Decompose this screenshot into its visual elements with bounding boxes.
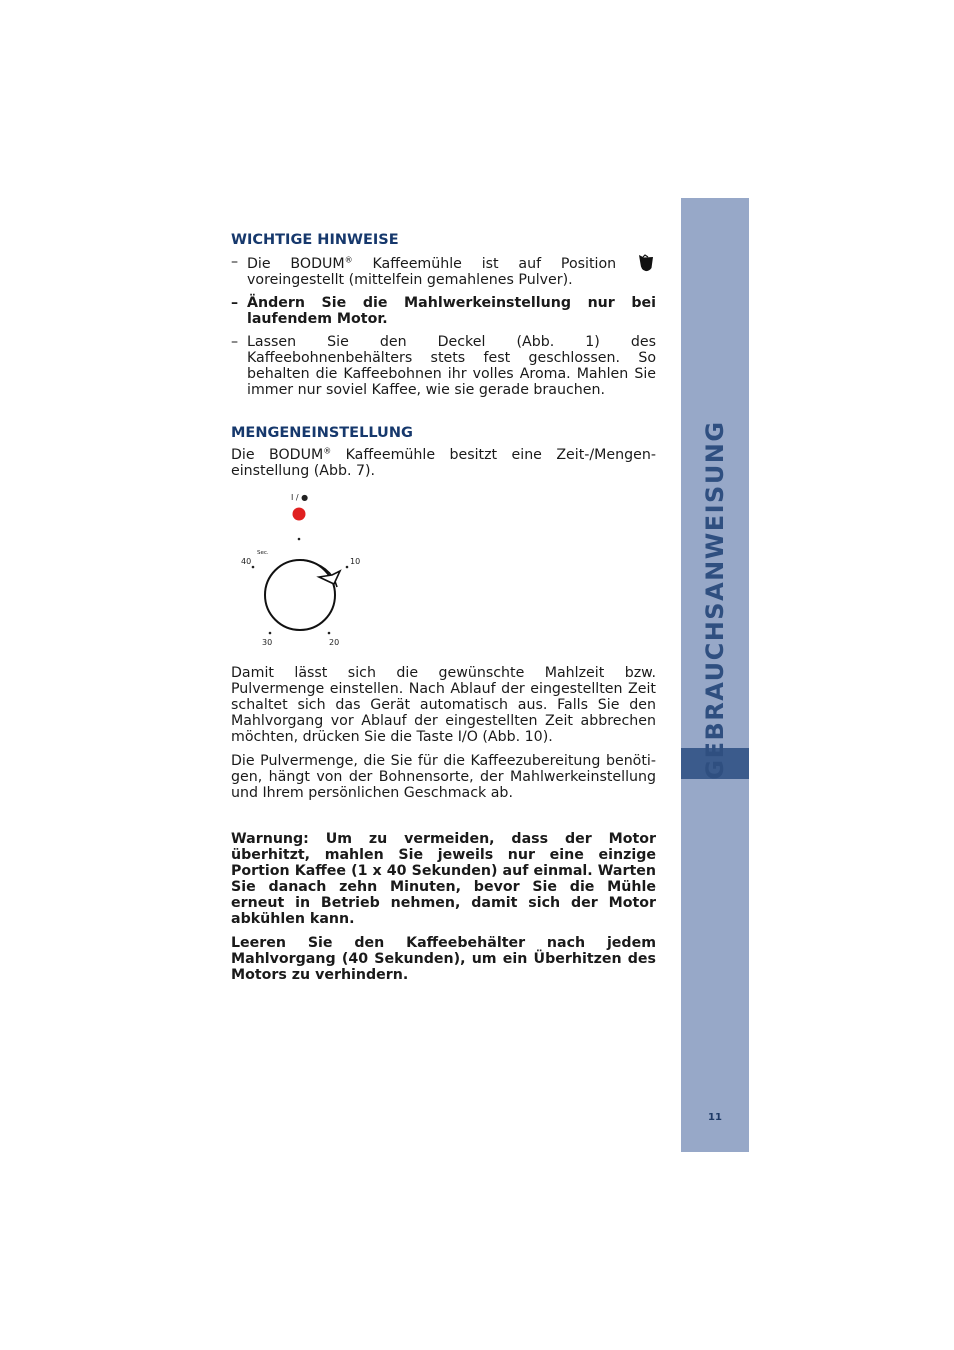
- grind-position-icon: [638, 254, 654, 272]
- section-heading-quantity-setting: MENGENEINSTELLUNG: [231, 425, 413, 441]
- tick-dot: [346, 566, 349, 569]
- intro-paragraph: [231, 447, 656, 479]
- section-heading-important-notes: WICHTIGE HINWEISE: [231, 232, 399, 248]
- item-text: Ändern Sie die Mahlwerkeinstellung nur bei laufendem Motor.: [247, 295, 656, 327]
- warning-paragraph: Warnung: Um zu vermeiden, dass der Motor überhitzt, mahlen Sie jeweils nur eine einzige Portion Kaffee (1 x 40 Sekunden) auf einmal. Warten Sie danach zehn Minuten, bevor Sie die Mühle erneut in Betrieb nehmen, damit sich der Motor abkühlen kann.: [231, 831, 656, 927]
- item-text-middle: Kaffeemühle ist auf Position: [352, 256, 636, 272]
- registered-mark: ®: [344, 255, 353, 265]
- list-item: [231, 295, 656, 327]
- registered-mark: ®: [323, 446, 332, 456]
- side-title: GEBRAUCHSANWEISUNG: [701, 420, 729, 780]
- tick-label-40: 40: [241, 557, 252, 566]
- body-paragraph: Damit lässt sich die gewünschte Mahlzeit bzw. Pulvermenge einstellen. Nach Ablauf der eingestellten Zeit schaltet sich das Gerät automatisch aus. Falls Sie den Mahlvorgang vor Ablauf der eingestellten Zeit abbrechen möchten, drücken Sie die Taste I/O (Abb. 10).: [231, 665, 656, 745]
- tick-dot: [328, 632, 331, 635]
- list-dash: –: [231, 295, 239, 311]
- body-paragraph: Die Pulvermenge, die Sie für die Kaffeezubereitung benötigen, hängt von der Bohnensorte, der Mahlwerkeinstellung und Ihrem persönlichen Geschmack ab.: [231, 753, 656, 801]
- item-text-before: Die BODUM: [247, 256, 345, 272]
- timer-dial: [265, 560, 340, 630]
- tick-label-10: 10: [350, 557, 361, 566]
- tick-dot: [298, 538, 301, 541]
- list-dash: –: [231, 254, 239, 270]
- page-number: 11: [708, 1112, 722, 1123]
- list-item: [231, 254, 656, 288]
- tick-label-30: 30: [262, 638, 273, 647]
- timer-figure: [231, 487, 656, 657]
- tick-dot: [269, 632, 272, 635]
- power-button: [293, 508, 306, 521]
- item-text-after: voreingestellt (mittelfein gemahlenes Pulver).: [247, 272, 573, 288]
- switch-label: I / ●: [291, 493, 309, 502]
- list-item: [231, 334, 656, 398]
- intro-text-before: Die BODUM: [231, 447, 324, 463]
- tick-dot: [252, 566, 255, 569]
- page-content: [231, 231, 656, 991]
- item-text: Lassen Sie den Deckel (Abb. 1) des Kaffeebohnenbehälters stets fest geschlossen. So behalten die Kaffeebohnen ihr volles Aroma. Mahlen Sie immer nur soviel Kaffee, wie sie gerade brauchen.: [247, 334, 656, 398]
- tick-label-20: 20: [329, 638, 340, 647]
- timer-diagram: [231, 487, 656, 657]
- warning-paragraph: Leeren Sie den Kaffeebehälter nach jedem Mahlvorgang (40 Sekunden), um ein Überhitzen des Motors zu verhindern.: [231, 935, 656, 983]
- list-dash: –: [231, 334, 239, 350]
- intro-text-after: Kaffeemühle besitzt eine Zeit-/Mengeneinstellung (Abb. 7).: [231, 447, 656, 479]
- unit-label: Sec.: [257, 550, 269, 556]
